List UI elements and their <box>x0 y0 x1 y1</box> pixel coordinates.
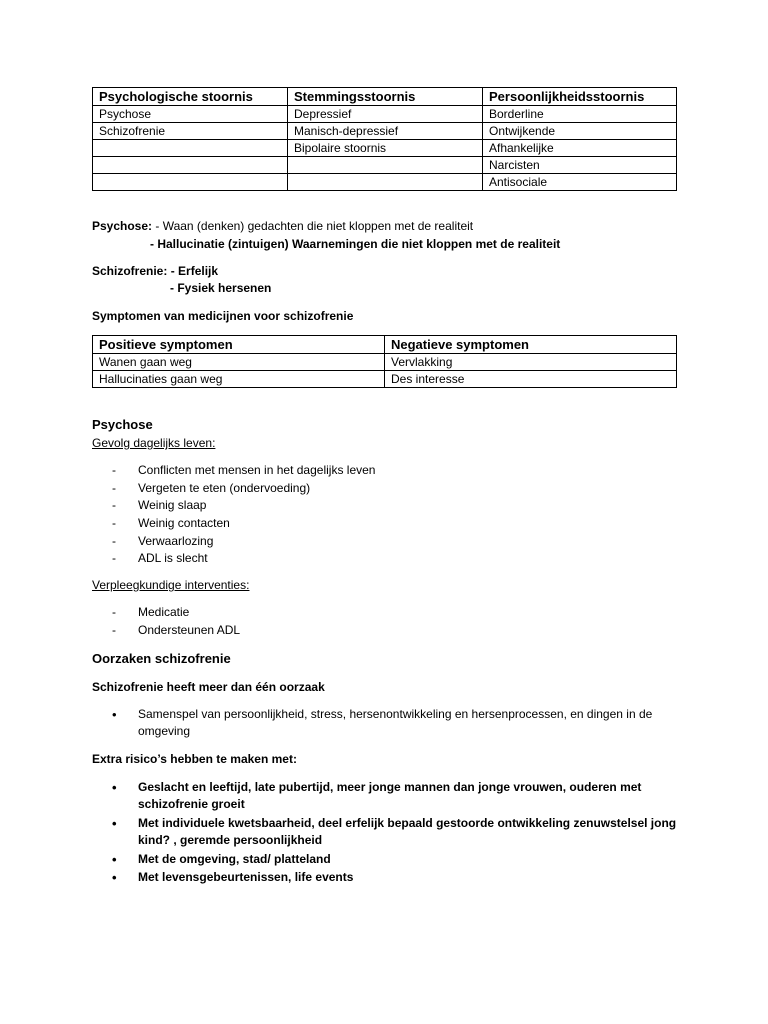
list-item-text: Weinig slaap <box>138 498 207 512</box>
list-item-text: Conflicten met mensen in het dagelijks leven <box>138 463 376 477</box>
list-item <box>112 869 692 886</box>
table-header-cell: Negatieve symptomen <box>385 336 677 354</box>
list-item <box>112 815 692 849</box>
list-item-text: Geslacht en leeftijd, late pubertijd, meer jonge mannen dan jonge vrouwen, ouderen met schizofrenie groeit <box>138 780 642 811</box>
dash-marker: - <box>112 481 116 495</box>
list-item <box>112 550 208 566</box>
table-cell: Depressief <box>288 106 483 123</box>
bullet-marker: • <box>112 816 117 831</box>
table-row <box>93 123 677 140</box>
table-cell: Antisociale <box>483 174 677 191</box>
schizofrenie-definition-line-2: - Fysiek hersenen <box>170 281 272 295</box>
psychose-definition-line-1 <box>92 218 473 234</box>
list-item-text: Ondersteunen ADL <box>138 623 241 637</box>
table-header-cell: Psychologische stoornis <box>93 88 288 106</box>
table-header-row <box>93 336 677 354</box>
table-cell <box>288 174 483 191</box>
bullet-marker: • <box>112 707 117 722</box>
list-item <box>112 515 230 531</box>
list-item-text: Vergeten te eten (ondervoeding) <box>138 481 311 495</box>
dash-marker: - <box>112 534 116 548</box>
list-item-text: Weinig contacten <box>138 516 230 530</box>
table-cell: Des interesse <box>385 371 677 388</box>
table-header-cell: Positieve symptomen <box>93 336 385 354</box>
psychose-definition-text: - Waan (denken) gedachten die niet kloppen met de realiteit <box>152 219 474 233</box>
table-cell: Manisch-depressief <box>288 123 483 140</box>
list-item <box>112 533 213 549</box>
list-item-text: Samenspel van persoonlijkheid, stress, hersenontwikkeling en hersenprocessen, en dingen in de omgeving <box>138 707 653 738</box>
bullet-marker: • <box>112 852 117 867</box>
table-cell: Hallucinaties gaan weg <box>93 371 385 388</box>
bullet-marker: • <box>112 870 117 885</box>
table-cell <box>288 157 483 174</box>
table-cell: Vervlakking <box>385 354 677 371</box>
dash-marker: - <box>112 623 116 637</box>
psychose-section-title: Psychose <box>92 417 153 432</box>
table-row <box>93 354 677 371</box>
list-item-text: Met levensgebeurtenissen, life events <box>138 870 354 884</box>
table-cell: Wanen gaan weg <box>93 354 385 371</box>
table-cell <box>93 157 288 174</box>
dash-marker: - <box>112 463 116 477</box>
list-item-text: ADL is slecht <box>138 551 208 565</box>
list-item <box>112 706 692 740</box>
oorzaken-subheading: Schizofrenie heeft meer dan één oorzaak <box>92 680 325 694</box>
table-cell: Afhankelijke <box>483 140 677 157</box>
table-row <box>93 174 677 191</box>
list-item-text: Medicatie <box>138 605 190 619</box>
interventies-heading: Verpleegkundige interventies: <box>92 578 250 592</box>
list-item <box>112 462 375 478</box>
symptoms-heading: Symptomen van medicijnen voor schizofrenie <box>92 309 354 323</box>
risico-heading: Extra risico’s hebben te maken met: <box>92 752 297 766</box>
gevolg-heading: Gevolg dagelijks leven: <box>92 436 216 450</box>
dash-marker: - <box>112 498 116 512</box>
list-item <box>112 779 692 813</box>
list-item-text: Met de omgeving, stad/ platteland <box>138 852 331 866</box>
schizofrenie-definition-line-1 <box>92 263 218 279</box>
dash-marker: - <box>112 551 116 565</box>
list-item-text: Verwaarlozing <box>138 534 214 548</box>
list-item <box>112 851 692 868</box>
table-row <box>93 140 677 157</box>
table-row <box>93 157 677 174</box>
table-cell <box>93 140 288 157</box>
oorzaken-title: Oorzaken schizofrenie <box>92 651 231 666</box>
table-row <box>93 106 677 123</box>
table-cell: Bipolaire stoornis <box>288 140 483 157</box>
list-item <box>112 480 310 496</box>
table-cell: Narcisten <box>483 157 677 174</box>
table-row <box>93 371 677 388</box>
schizofrenie-definition-text: - Erfelijk <box>167 264 219 278</box>
psychose-definition-line-2: - Hallucinatie (zintuigen) Waarnemingen die niet kloppen met de realiteit <box>150 237 561 251</box>
symptoms-table <box>92 335 677 388</box>
dash-marker: - <box>112 516 116 530</box>
disorder-table <box>92 87 677 191</box>
table-header-row <box>93 88 677 106</box>
list-item <box>112 622 240 638</box>
table-cell <box>93 174 288 191</box>
table-header-cell: Persoonlijkheidsstoornis <box>483 88 677 106</box>
psychose-label: Psychose: <box>92 219 153 233</box>
list-item <box>112 497 206 513</box>
table-cell: Schizofrenie <box>93 123 288 140</box>
table-header-cell: Stemmingsstoornis <box>288 88 483 106</box>
list-item <box>112 604 189 620</box>
dash-marker: - <box>112 605 116 619</box>
bullet-marker: • <box>112 780 117 795</box>
list-item-text: Met individuele kwetsbaarheid, deel erfelijk bepaald gestoorde ontwikkeling zenuwstelsel jong kind? , geremde persoonlijkheid <box>138 816 677 847</box>
table-cell: Borderline <box>483 106 677 123</box>
table-cell: Ontwijkende <box>483 123 677 140</box>
schizofrenie-label: Schizofrenie: <box>92 264 168 278</box>
table-cell: Psychose <box>93 106 288 123</box>
